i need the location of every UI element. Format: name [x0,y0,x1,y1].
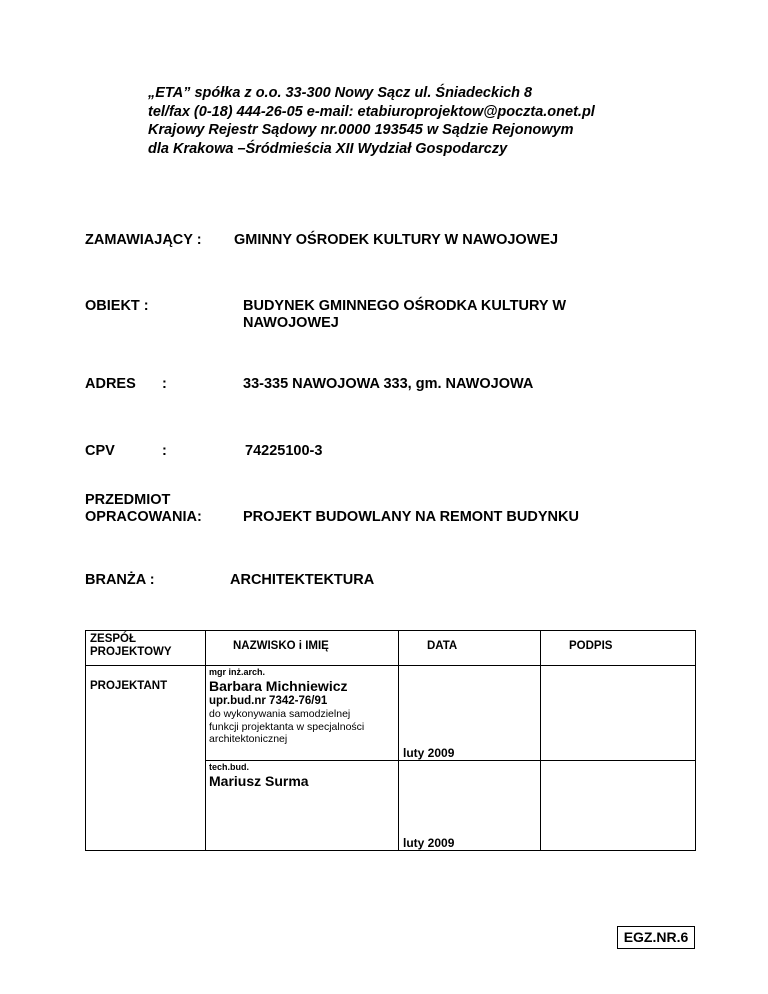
team-header-line-1: ZESPÓŁ [90,633,137,645]
person1-name: Barbara Michniewicz [209,678,348,694]
zamawiajacy-value: GMINNY OŚRODEK KULTURY W NAWOJOWEJ [234,232,559,248]
obiekt-label: OBIEKT : [85,298,149,314]
design-team-table [85,630,696,851]
przedmiot-label-line-2: OPRACOWANIA: [85,509,202,525]
obiekt-value-line-1: BUDYNEK GMINNEGO OŚRODKA KULTURY W [243,298,567,314]
person2-title: tech.bud. [209,762,249,772]
copy-number-box: EGZ.NR.6 [617,926,695,949]
team-header-cell [86,631,206,666]
person1-desc-line-1: do wykonywania samodzielnej [209,708,351,720]
person1-license: upr.bud.nr 7342-76/91 [209,695,328,707]
person1-signature-cell [541,666,696,761]
person2-name: Mariusz Surma [209,773,309,789]
header-line-1: „ETA” spółka z o.o. 33-300 Nowy Sącz ul. Śniadeckich 8 [148,85,533,101]
person1-date-cell [399,666,541,761]
table-row [86,666,696,761]
role-cell [86,666,206,851]
obiekt-value-line-2: NAWOJOWEJ [243,315,339,331]
adres-label: ADRES [85,376,136,392]
person1-description [209,708,398,746]
signature-header-cell [541,631,696,666]
adres-colon: : [162,376,167,392]
header-line-3: Krajowy Rejestr Sądowy nr.0000 193545 w Sądzie Rejonowym [148,122,574,138]
person2-name-cell [206,761,399,851]
cpv-label: CPV [85,443,115,459]
adres-value: 33-335 NAWOJOWA 333, gm. NAWOJOWA [243,376,534,392]
team-header-line-2: PROJEKTOWY [90,646,172,658]
person2-date-cell [399,761,541,851]
przedmiot-value: PROJEKT BUDOWLANY NA REMONT BUDYNKU [243,509,579,525]
cpv-value: 74225100-3 [245,443,323,459]
header-line-4: dla Krakowa –Śródmieścia XII Wydział Gospodarczy [148,140,508,157]
signature-header: PODPIS [569,640,613,652]
person1-title: mgr inż.arch. [209,667,266,677]
person1-name-cell [206,666,399,761]
cpv-colon: : [162,443,167,459]
person1-desc-line-3: architektonicznej [209,733,288,745]
table-header-row [86,631,696,666]
date-header: DATA [427,640,458,652]
header-line-2: tel/fax (0-18) 444-26-05 e-mail: etabiuroprojektow@poczta.onet.pl [148,103,595,120]
person2-signature-cell [541,761,696,851]
branza-label: BRANŻA : [85,572,155,588]
person1-desc-line-2: funkcji projektanta w specjalności [209,720,365,733]
person2-date: luty 2009 [403,836,455,850]
przedmiot-label-line-1: PRZEDMIOT [85,492,171,508]
company-header [148,84,708,158]
branza-value: ARCHITEKTEKTURA [230,572,375,588]
role-label: PROJEKTANT [90,680,168,692]
name-header-cell [206,631,399,666]
date-header-cell [399,631,541,666]
zamawiajacy-label: ZAMAWIAJĄCY : [85,232,202,248]
name-header: NAZWISKO i IMIĘ [233,640,329,652]
person1-date: luty 2009 [403,746,455,760]
